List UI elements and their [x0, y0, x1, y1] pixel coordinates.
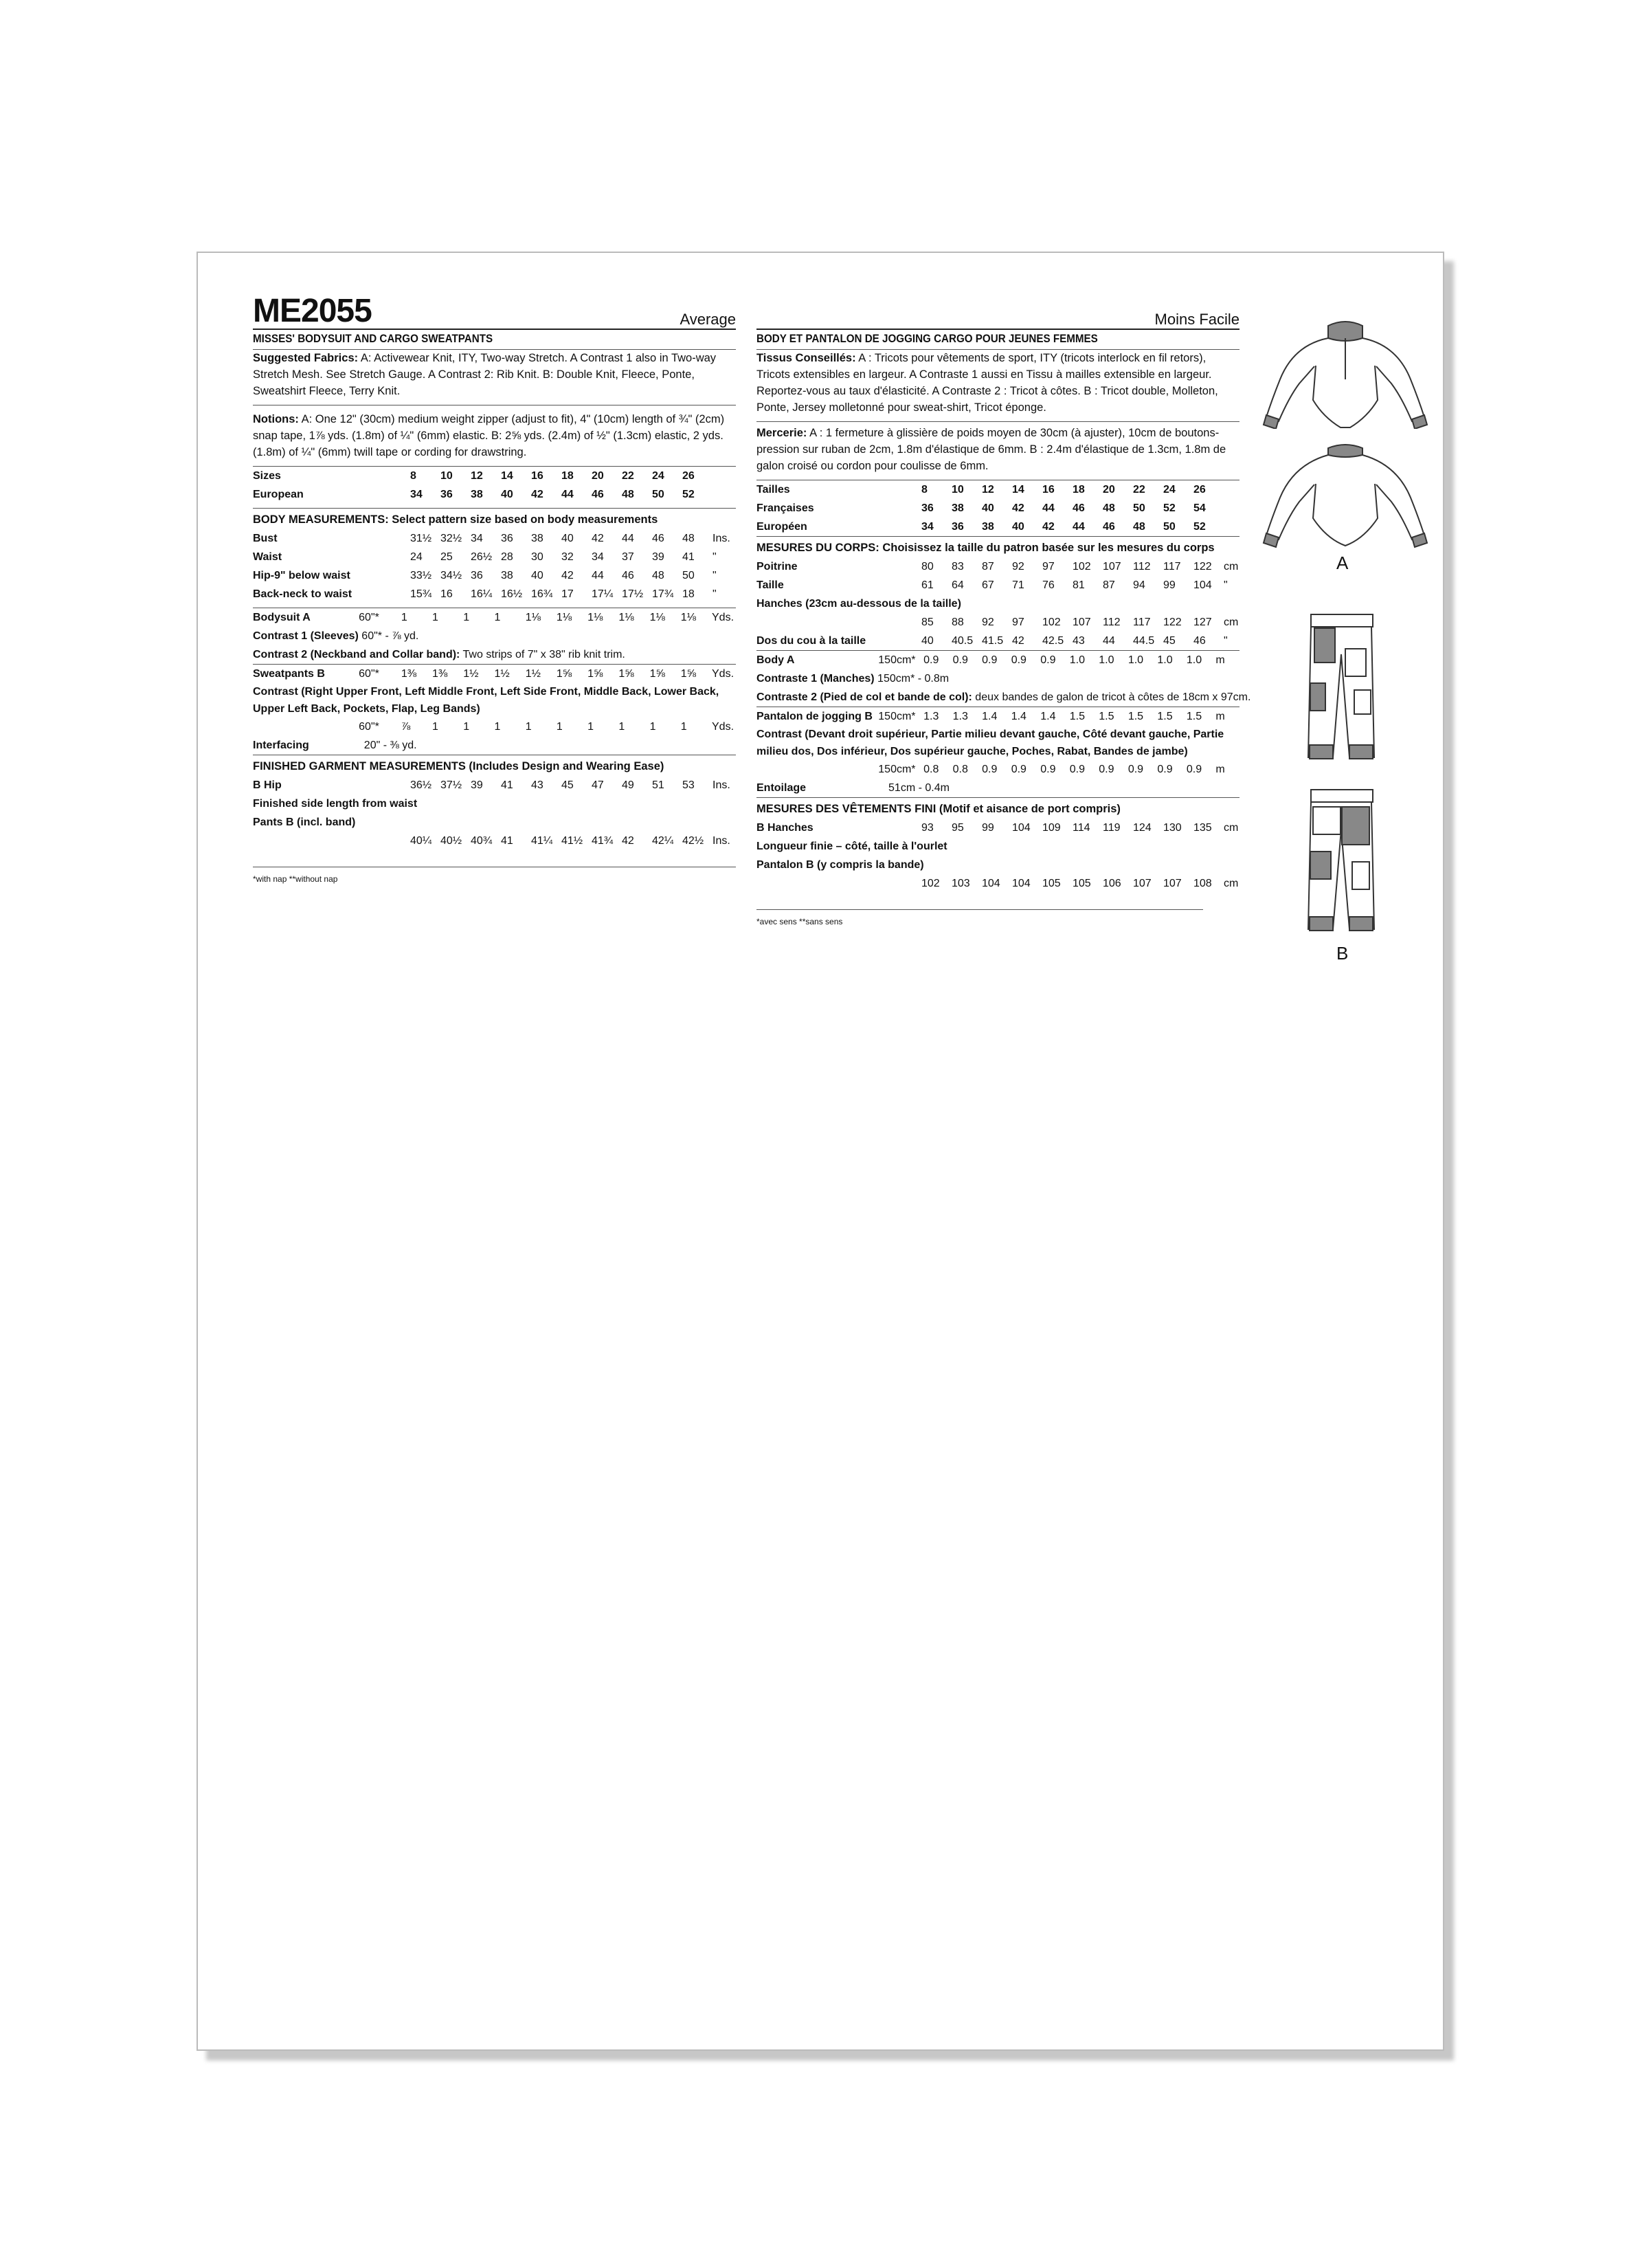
contraste2-fr: Contraste 2 (Pied de col et bande de col): deux bandes de galon de tricot à côtes de 18cm x 97cm.	[756, 691, 1251, 703]
title-en: MISSES' BODYSUIT AND CARGO SWEATPANTS	[253, 333, 493, 345]
hanches-row: 85 88 92 97 102 107 112 117 122 127 cm	[921, 616, 1239, 628]
fabrics-en: Suggested Fabrics: A: Activewear Knit, ITY, Two-way Stretch. A Contrast 1 also in Two-way Stretch Mesh. See Stretch Gauge. A Contrast 2: Rib Knit. B: Double Knit, Fleece, Ponte, Sweatshirt Fleece, Terry Knit.	[253, 352, 717, 397]
body-row: Hip-9" below waist 33½ 34½ 36 38 40 42 44 46 48 50 "	[253, 570, 717, 581]
figure-label-b: B	[1336, 943, 1349, 964]
tailles-row: Tailles 8 10 12 14 16 18 20 22 24 26	[756, 484, 1206, 496]
pants-table-en	[253, 832, 736, 850]
finished-table-en	[253, 776, 736, 794]
yardage-table-fr	[756, 651, 1239, 669]
contrast-b-table-en	[253, 718, 736, 736]
body-row: Back-neck to waist 15¾ 16 16¼ 16½ 16¾ 17 17¼ 17½ 17¾ 18 "	[253, 588, 717, 600]
pants-back-icon	[1253, 786, 1438, 944]
body-heading-fr: MESURES DU CORPS: Choisissez la taille du patron basée sur les mesures du corps	[756, 542, 1215, 554]
contrast2-en: Contrast 2 (Neckband and Collar band): Two strips of 7" x 38" rib knit trim.	[253, 649, 625, 660]
body-row: Bust 31½ 32½ 34 36 38 40 42 44 46 48 Ins.	[253, 533, 730, 544]
sizes-row: Sizes 8 10 12 14 16 18 20 22 24 26	[253, 470, 695, 482]
interfacing-en: Interfacing 20" - ⅜ yd.	[253, 740, 417, 751]
body-table-en	[253, 529, 736, 603]
body-row: Taille 61 64 67 71 76 81 87 94 99 104 "	[756, 579, 1228, 591]
header-en	[253, 293, 736, 329]
header-fr	[756, 298, 1239, 329]
french-column	[756, 298, 1251, 926]
sizes-table-fr	[756, 480, 1247, 536]
contrast-b-en: Contrast (Right Upper Front, Left Middle Front, Left Side Front, Middle Back, Lower Back, Upper Left Back, Pockets, Flap, Leg Bands)	[253, 686, 719, 715]
bodysuit-front-icon	[1253, 312, 1438, 429]
english-column	[253, 293, 736, 884]
fabrics-fr: Tissus Conseillés: A : Tricots pour vêtements de sport, ITY (tricots interlock en fil retors), Tricots extensibles en largeur. A Contraste 1 aussi en Tissu à mailles extensible en largeur. Reportez-vous au taux d'élasticité. A Contraste 2 : Tricot à côtes. B : Tricot double, Molleton, Ponte, Jersey molletonné pour sweat-shirt, Tricot éponge.	[756, 352, 1218, 414]
europeen-row: Européen 34 36 38 40 42 44 46 48 50 52	[756, 521, 1206, 533]
contraste-b-fr: Contrast (Devant droit supérieur, Partie milieu devant gauche, Côté devant gauche, Partie milieu dos, Dos inférieur, Dos supérieur gauche, Poches, Rabat, Bandes de jambe)	[756, 729, 1224, 757]
footnote-fr: *avec sens **sans sens	[756, 917, 843, 926]
title-fr: BODY ET PANTALON DE JOGGING CARGO POUR JEUNES FEMMES	[756, 333, 1098, 345]
bhip-row: B Hip 36½ 37½ 39 41 43 45 47 49 51 53 Ins.	[253, 779, 730, 791]
pantalon-b-row: 102 103 104 104 105 105 106 107 107 108 cm	[921, 878, 1239, 889]
contraste-b-table-fr	[756, 760, 1239, 779]
finished-heading-en: FINISHED GARMENT MEASUREMENTS (Includes Design and Wearing Ease)	[253, 760, 664, 772]
contrast-b-row: 60"* ⅞ 1 1 1 1 1 1 1 1 1 Yds.	[359, 721, 734, 733]
pantalon-b-table-fr	[756, 874, 1247, 893]
bodysuit-back-icon	[1253, 436, 1438, 553]
pantalon-table-fr	[756, 707, 1239, 726]
pattern-code: ME2055	[253, 293, 372, 329]
contraste1-fr: Contraste 1 (Manches) 150cm* - 0.8m	[756, 673, 950, 685]
longueur-fr: Longueur finie – côté, taille à l'ourlet	[756, 841, 947, 852]
figure-label-a: A	[1336, 553, 1349, 573]
sizes-table-en	[253, 467, 736, 504]
illustrations	[1253, 312, 1438, 972]
body-a-row: Body A 150cm* 0.9 0.9 0.9 0.9 0.9 1.0 1.0 1.0 1.0 1.0 m	[756, 654, 1225, 666]
body-row: Waist 24 25 26½ 28 30 32 34 37 39 41 "	[253, 551, 717, 563]
bodysuit-row: Bodysuit A 60"* 1 1 1 1 1⅛ 1⅛ 1⅛ 1⅛ 1⅛ 1⅛ Yds.	[253, 612, 734, 623]
pants-front-icon	[1253, 608, 1438, 772]
notions-fr: Mercerie: A : 1 fermeture à glissière de poids moyen de 30cm (à ajuster), 10cm de boutons-pression sur ruban de 2cm, 1.8m d'élastique de 6mm. B : 2.4m d'élastique de 1.3cm, 1.8m de galon croisé ou cordon pour coulisse de 6mm.	[756, 427, 1226, 472]
yardage-table-en	[253, 608, 736, 627]
body-heading-en: BODY MEASUREMENTS: Select pattern size based on body measurements	[253, 513, 658, 526]
european-row: European 34 36 38 40 42 44 46 48 50 52	[253, 489, 695, 500]
notions-en: Notions: A: One 12" (30cm) medium weight zipper (adjust to fit), 4" (10cm) length of ¾" (2cm) snap tape, 1⅞ yds. (1.8m) of ¼" (6mm) elastic. B: 2⅝ yds. (2.4m) of ½" (1.3cm) elastic, 2 yds. (1.8m) of ¼" (6mm) twill tape or cording for drawstring.	[253, 413, 725, 458]
sweatpants-row: Sweatpants B 60"* 1⅜ 1⅜ 1½ 1½ 1½ 1⅝ 1⅝ 1⅝ 1⅝ 1⅝ Yds.	[253, 668, 734, 680]
footnote-en: *with nap **without nap	[253, 874, 338, 884]
entoilage-fr: Entoilage 51cm - 0.4m	[756, 782, 950, 794]
pants-label-en: Pants B (incl. band)	[253, 816, 356, 828]
side-length-en: Finished side length from waist	[253, 798, 418, 810]
bhanches-row: B Hanches 93 95 99 104 109 114 119 124 130 135 cm	[756, 822, 1239, 834]
francaises-row: Françaises 36 38 40 42 44 46 48 50 52 54	[756, 502, 1206, 514]
contrast1-en: Contrast 1 (Sleeves) 60"* - ⅞ yd.	[253, 630, 419, 642]
pantalon-row: Pantalon de jogging B 150cm* 1.3 1.3 1.4 1.4 1.4 1.5 1.5 1.5 1.5 1.5 m	[756, 711, 1225, 722]
pants-row: 40¼ 40½ 40¾ 41 41¼ 41½ 41¾ 42 42¼ 42½ Ins.	[410, 835, 730, 847]
pantalon-b-label-fr: Pantalon B (y compris la bande)	[756, 859, 924, 871]
hanches-label-fr: Hanches (23cm au-dessous de la taille)	[756, 598, 961, 610]
dos-row: Dos du cou à la taille 40 40.5 41.5 42 42.5 43 44 44.5 45 46 "	[756, 635, 1228, 647]
contraste-b-row: 150cm* 0.8 0.8 0.9 0.9 0.9 0.9 0.9 0.9 0.9 0.9 m	[878, 764, 1225, 775]
difficulty-level-fr: Moins Facile	[1154, 311, 1239, 328]
body-table-fr	[756, 557, 1247, 594]
body-row: Poitrine 80 83 87 92 97 102 107 112 117 122 cm	[756, 561, 1239, 572]
pattern-sheet	[197, 252, 1444, 2051]
finished-heading-fr: MESURES DES VÊTEMENTS FINI (Motif et aisance de port compris)	[756, 803, 1121, 815]
difficulty-level: Average	[680, 311, 736, 328]
hanches-table-fr	[756, 613, 1247, 650]
sweatpants-table-en	[253, 665, 736, 683]
finished-table-fr	[756, 819, 1247, 837]
